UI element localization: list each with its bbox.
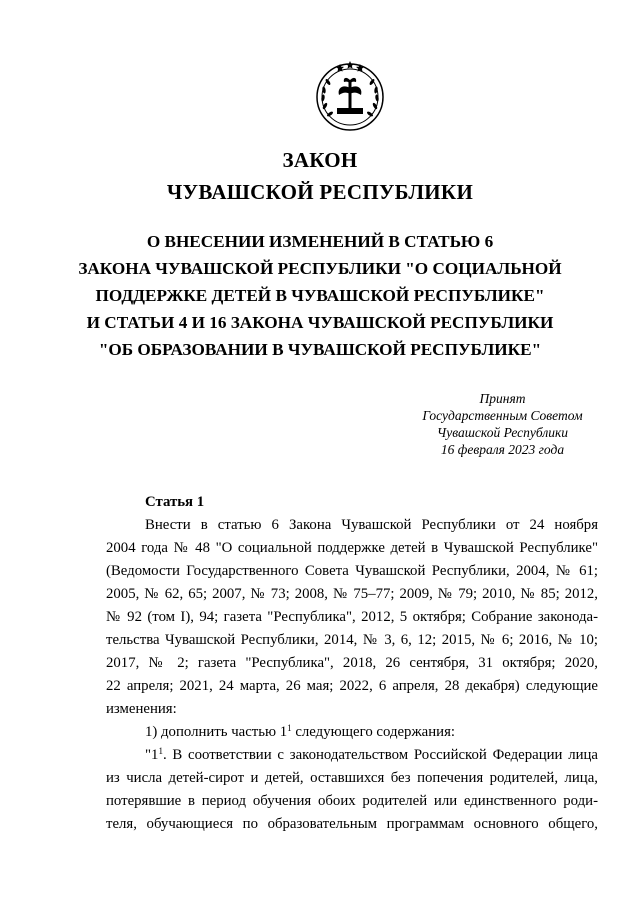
article-heading: Статья 1 [145, 494, 205, 510]
law-title: ЗАКОН [282, 148, 358, 172]
quote-line [106, 744, 598, 767]
law-subject [0, 228, 640, 363]
item-prefix: 1) дополнить частью 1 [145, 724, 288, 740]
subject-line: ПОДДЕРЖКЕ ДЕТЕЙ В ЧУВАШСКОЙ РЕСПУБЛИКЕ" [95, 286, 545, 305]
quote-superscript: 1 [158, 746, 163, 756]
paragraph-line: 2017, № 2; газета "Республика", 2018, 26 сентября, 31 октября; 2020, [106, 655, 598, 671]
paragraph-line: тельства Чувашской Республики, 2014, № 3, 6, 12; 2015, № 6; 2016, № 10; [106, 632, 598, 648]
paragraph-line: (Ведомости Государственного Совета Чувашской Республики, 2004, № 61; [106, 563, 598, 579]
quote-prefix: "1 [145, 747, 159, 763]
subject-line: О ВНЕСЕНИИ ИЗМЕНЕНИЙ В СТАТЬЮ 6 [146, 232, 494, 251]
coat-of-arms-emblem [313, 58, 387, 132]
subject-line: ЗАКОНА ЧУВАШСКОЙ РЕСПУБЛИКИ "О СОЦИАЛЬНОЙ [78, 259, 562, 278]
quote-suffix: . В соответствии с законодательством Российской Федерации лица [162, 747, 598, 763]
subject-line: И СТАТЬИ 4 И 16 ЗАКОНА ЧУВАШСКОЙ РЕСПУБЛИКИ [86, 313, 554, 332]
quote-line: из числа детей-сирот и детей, оставшихся без попечения родителей, лица, [106, 770, 598, 786]
item-suffix: следующего содержания: [291, 724, 455, 740]
adoption-line: Чувашской Республики [436, 425, 569, 440]
article-body [106, 514, 598, 836]
quote-line: потерявшие в период обучения обоих родителей или единственного роди- [106, 793, 598, 809]
paragraph-line: Внести в статью 6 Закона Чувашской Республики от 24 ноября [145, 517, 598, 533]
adoption-line: Принят [479, 391, 526, 406]
law-jurisdiction: ЧУВАШСКОЙ РЕСПУБЛИКИ [166, 180, 474, 204]
subject-line: "ОБ ОБРАЗОВАНИИ В ЧУВАШСКОЙ РЕСПУБЛИКЕ" [98, 340, 542, 359]
paragraph-line: 22 апреля; 2021, 24 марта, 26 мая; 2022, 6 апреля, 28 декабря) следующие [106, 678, 598, 694]
paragraph-line: изменения: [106, 701, 177, 717]
item-superscript: 1 [287, 723, 292, 733]
paragraph-line: 2004 года № 48 "О социальной поддержке детей в Чувашской Республике" [106, 540, 598, 556]
adoption-note [380, 390, 625, 458]
item-line [106, 721, 598, 744]
adoption-line: Государственным Советом [422, 408, 583, 423]
quote-line: теля, обучающиеся по образовательным программам основного общего, [106, 816, 598, 832]
paragraph-line: 2005, № 62, 65; 2007, № 73; 2008, № 75–77; 2009, № 79; 2010, № 85; 2012, [106, 586, 598, 602]
adoption-date: 16 февраля 2023 года [440, 442, 565, 457]
paragraph-line: № 92 (том I), 94; газета "Республика", 2012, 5 октября; Собрание законода- [106, 609, 598, 625]
